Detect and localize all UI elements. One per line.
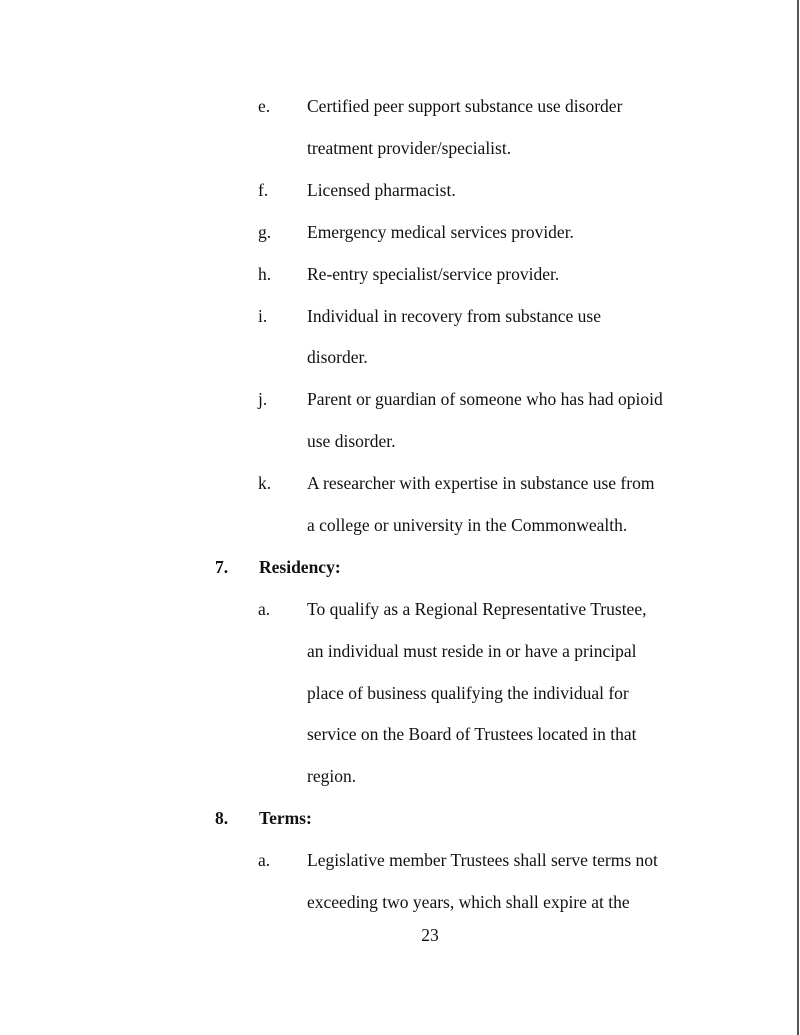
list-item-text: treatment provider/specialist. — [307, 138, 512, 158]
page-edge-line — [797, 0, 799, 1035]
list-item-text: use disorder. — [307, 431, 396, 451]
list-item-label: i. — [258, 306, 268, 326]
list-item-text: Legislative member Trustees shall serve terms not — [307, 850, 658, 870]
page-number: 23 — [421, 925, 439, 945]
list-item-text: Parent or guardian of someone who has had opioid — [307, 389, 663, 409]
list-item-text: exceeding two years, which shall expire at the — [307, 892, 630, 912]
section-heading: Residency: — [259, 557, 341, 577]
list-item-text: a college or university in the Commonwealth. — [307, 515, 628, 535]
list-item-label: a. — [258, 850, 271, 870]
list-item-text: place of business qualifying the individual for — [307, 683, 629, 703]
list-item-label: f. — [258, 180, 269, 200]
list-item-label: k. — [258, 473, 272, 493]
list-item-text: To qualify as a Regional Representative Trustee, — [307, 599, 647, 619]
list-item-text: an individual must reside in or have a principal — [307, 641, 637, 661]
list-item-text: Emergency medical services provider. — [307, 222, 574, 242]
section-number: 7. — [215, 557, 229, 577]
list-item-text: region. — [307, 766, 357, 786]
list-item-label: j. — [258, 389, 268, 409]
section-heading: Terms: — [259, 808, 312, 828]
list-item-text: Re-entry specialist/service provider. — [307, 264, 560, 284]
list-item-text: Certified peer support substance use disorder — [307, 96, 623, 116]
list-item-text: disorder. — [307, 347, 368, 367]
list-item-text: Licensed pharmacist. — [307, 180, 456, 200]
list-item-text: A researcher with expertise in substance use from — [307, 473, 655, 493]
list-item-label: a. — [258, 599, 271, 619]
list-item-text: service on the Board of Trustees located in that — [307, 724, 637, 744]
list-item-label: e. — [258, 96, 271, 116]
list-item-label: h. — [258, 264, 272, 284]
list-item-label: g. — [258, 222, 272, 242]
list-item-text: Individual in recovery from substance use — [307, 306, 602, 326]
section-number: 8. — [215, 808, 229, 828]
